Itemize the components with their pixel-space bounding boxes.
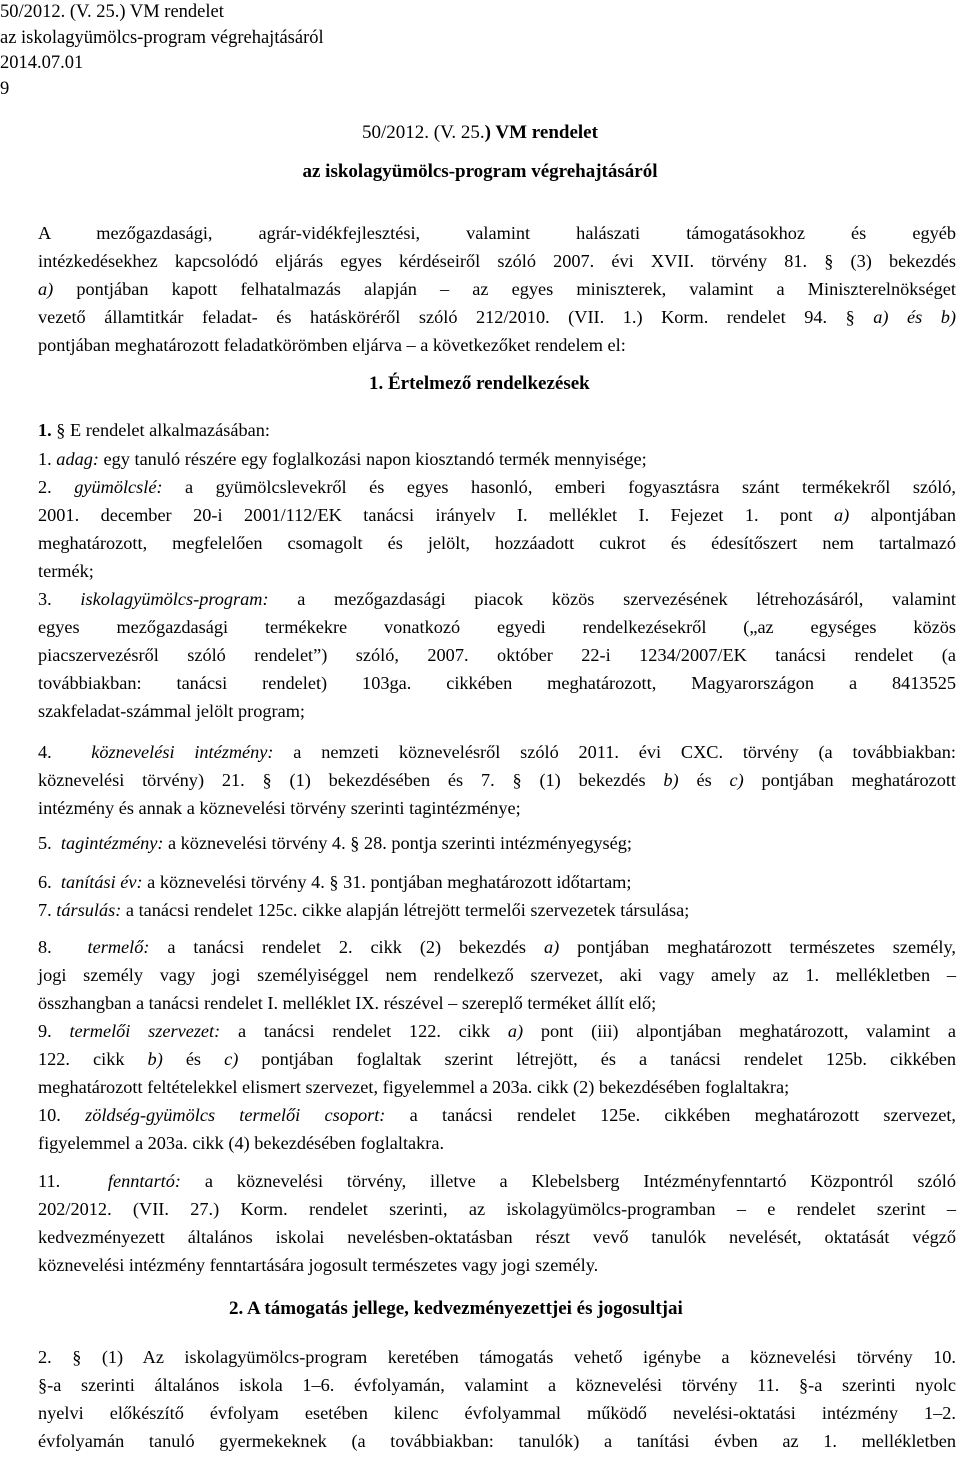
- paragraph-number: 1.: [38, 420, 52, 440]
- preamble-line: vezető államtitkár feladat- és hatásköréről szóló 212/2010. (VII. 1.) Korm. rendelet 94. § a) és b): [38, 307, 956, 327]
- definition-6: 6. tanítási év: a köznevelési törvény 4. § 31. pontjában meghatározott időtartam; 7. társulás: a tanácsi rendelet 125c. cikke alapján létrejött termelői szervezetek társulása;: [38, 868, 956, 924]
- section-heading-1: 1. Értelmező rendelkezések: [369, 373, 590, 394]
- preamble-italic: a): [38, 279, 54, 299]
- header-line-2: az iskolagyümölcs-program végrehajtásáról: [0, 27, 324, 48]
- preamble: [38, 219, 956, 359]
- definition-3: 3. iskolagyümölcs-program: a mezőgazdasági piacok közös szervezésének létrehozásáról, valamint: [38, 589, 956, 609]
- paragraph-1: 1. § E rendelet alkalmazásában:: [38, 420, 270, 440]
- preamble-line: intézkedésekhez kapcsolódó eljárás egyes kérdéseiről szóló 2007. évi XVII. törvény 81. § (3) bekezdés: [38, 251, 956, 271]
- definition-11: 11. fenntartó: a köznevelési törvény, illetve a Klebelsberg Intézményfenntartó Központról szóló 202/2012. (VII. 27.) Korm. rendelet szerinti, az iskolagyümölcs-programban – e rendelet szerint – kedvezményezett általános iskolai nevelésben-oktatásban részt vevő tanulók nevelését, oktatását végző köznevelési intézmény fenntartására jogosult természetes vagy jogi személy.: [38, 1171, 956, 1275]
- definition-2: 2. gyümölcslé: a gyümölcslevekről és egyes hasonló, emberi fogyasztásra szánt termékekről szóló,: [38, 477, 956, 497]
- running-header: [0, 0, 324, 102]
- definition-5: 5. tagintézmény: a köznevelési törvény 4. § 28. pontja szerinti intézményegység;: [38, 833, 632, 853]
- preamble-line: A mezőgazdasági, agrár-vidékfejlesztési, valamint halászati támogatásokhoz és egyéb: [38, 223, 956, 243]
- definition-7: 7. társulás: a tanácsi rendelet 125c. cikke alapján létrejött termelői szervezetek társulása;: [38, 900, 690, 920]
- header-line-1: 50/2012. (V. 25.) VM rendelet: [0, 2, 224, 22]
- definitions-list: 1. adag: egy tanuló részére egy foglalkozási napon kiosztandó termék mennyisége; 2. gyümölcslé: a gyümölcslevekről és egyes hasonló, emberi fogyasztásra szánt termékekről szóló, 2001. december 20-i 2001/112/EK tanácsi irányelv I. melléklet I. Fejezet 1. pont a) alpontjában meghatározott, megfelelően csomagolt és jelölt, hozzáadott cukrot és édesítőszert nem tartalmazó termék; 3. iskolagyümölcs-program: a mezőgazdasági piacok közös szervezésének létrehozásáról, valamint egyes mezőgazdasági termékekre vonatkozó egyedi rendelkezésekről („az egységes közös piacszervezésről szóló rendelet”) szóló, 2007. október 22-i 1234/2007/EK tanácsi rendelet (a továbbiakban: tanácsi rendelet) 103ga. cikkében meghatározott, Magyarországon a 8413525 szakfeladat-számmal jelölt program;: [38, 445, 956, 725]
- definition-1: 1. adag: egy tanuló részére egy foglalkozási napon kiosztandó termék mennyisége;: [38, 449, 647, 469]
- section-heading-2: 2. A támogatás jellege, kedvezményezettjei és jogosultjai: [229, 1298, 683, 1319]
- document-title: [0, 122, 960, 144]
- header-line-3: 2014.07.01: [0, 53, 84, 73]
- definition-4: 4. köznevelési intézmény: a nemzeti köznevelésről szóló 2011. évi CXC. törvény (a továbbiakban: köznevelési törvény) 21. § (1) bekezdésében és 7. § (1) bekezdés b) és c) pontjában meghatározott intézmény és annak a köznevelési törvény szerinti tagintézménye;: [38, 742, 957, 818]
- definition-10: 10. zöldség-gyümölcs termelői csoport: a tanácsi rendelet 125e. cikkében meghatározott szervezet,: [38, 1105, 956, 1125]
- preamble-line: a) pontjában kapott felhatalmazás alapján – az egyes miniszterek, valamint a Miniszterelnökséget: [38, 279, 956, 299]
- definition-8: 8. termelő: a tanácsi rendelet 2. cikk (2) bekezdés a) pontjában meghatározott természetes személy, jogi személy vagy jogi személyiséggel nem rendelkező szervezet, aki vagy amely az 1. mellékletben – összhangban a tanácsi rendelet I. melléklet IX. részével – szereplő terméket állít elő; 9. termelői szervezet: a tanácsi rendelet 122. cikk a) pont (iii) alpontjában meghatározott, valamint a 122. cikk b) és c) pontjában foglaltak szerint létrejött, és a tanácsi rendelet 125b. cikkében meghatározott feltételekkel elismert szervezet, figyelemmel a 203a. cikk (2) bekezdésében foglaltakra; 10. zöldség-gyümölcs termelői csoport: a tanácsi rendelet 125e. cikkében meghatározott szervezet, figyelemmel a 203a. cikk (4) bekezdésében foglaltakra.: [38, 937, 957, 1153]
- preamble-italic: a) és b): [873, 307, 956, 327]
- title-number-prefix: 50/2012. (V. 25.: [362, 122, 485, 143]
- title-number-suffix: ) VM rendelet: [484, 122, 598, 143]
- preamble-line: pontjában meghatározott feladatkörömben eljárva – a következőket rendelem el:: [38, 335, 626, 355]
- header-line-4: 9: [0, 78, 10, 99]
- document-subtitle: az iskolagyümölcs-program végrehajtásáról: [302, 161, 658, 182]
- definition-9: 9. termelői szervezet: a tanácsi rendelet 122. cikk a) pont (iii) alpontjában meghatározott, valamint a: [38, 1021, 956, 1041]
- paragraph-2: 2. § (1) Az iskolagyümölcs-program keretében támogatás vehető igénybe a köznevelési törvény 10. §-a szerinti általános iskola 1–6. évfolyamán, valamint a köznevelési törvény 11. §-a szerinti nyolc nyelvi előkészítő évfolyam esetében kilenc évfolyammal működő nevelési-oktatási intézmény 1–2. évfolyamán tanuló gyermekeknek (a továbbiakban: tanulók) a tanítási évben az 1. mellékletben: [38, 1347, 956, 1451]
